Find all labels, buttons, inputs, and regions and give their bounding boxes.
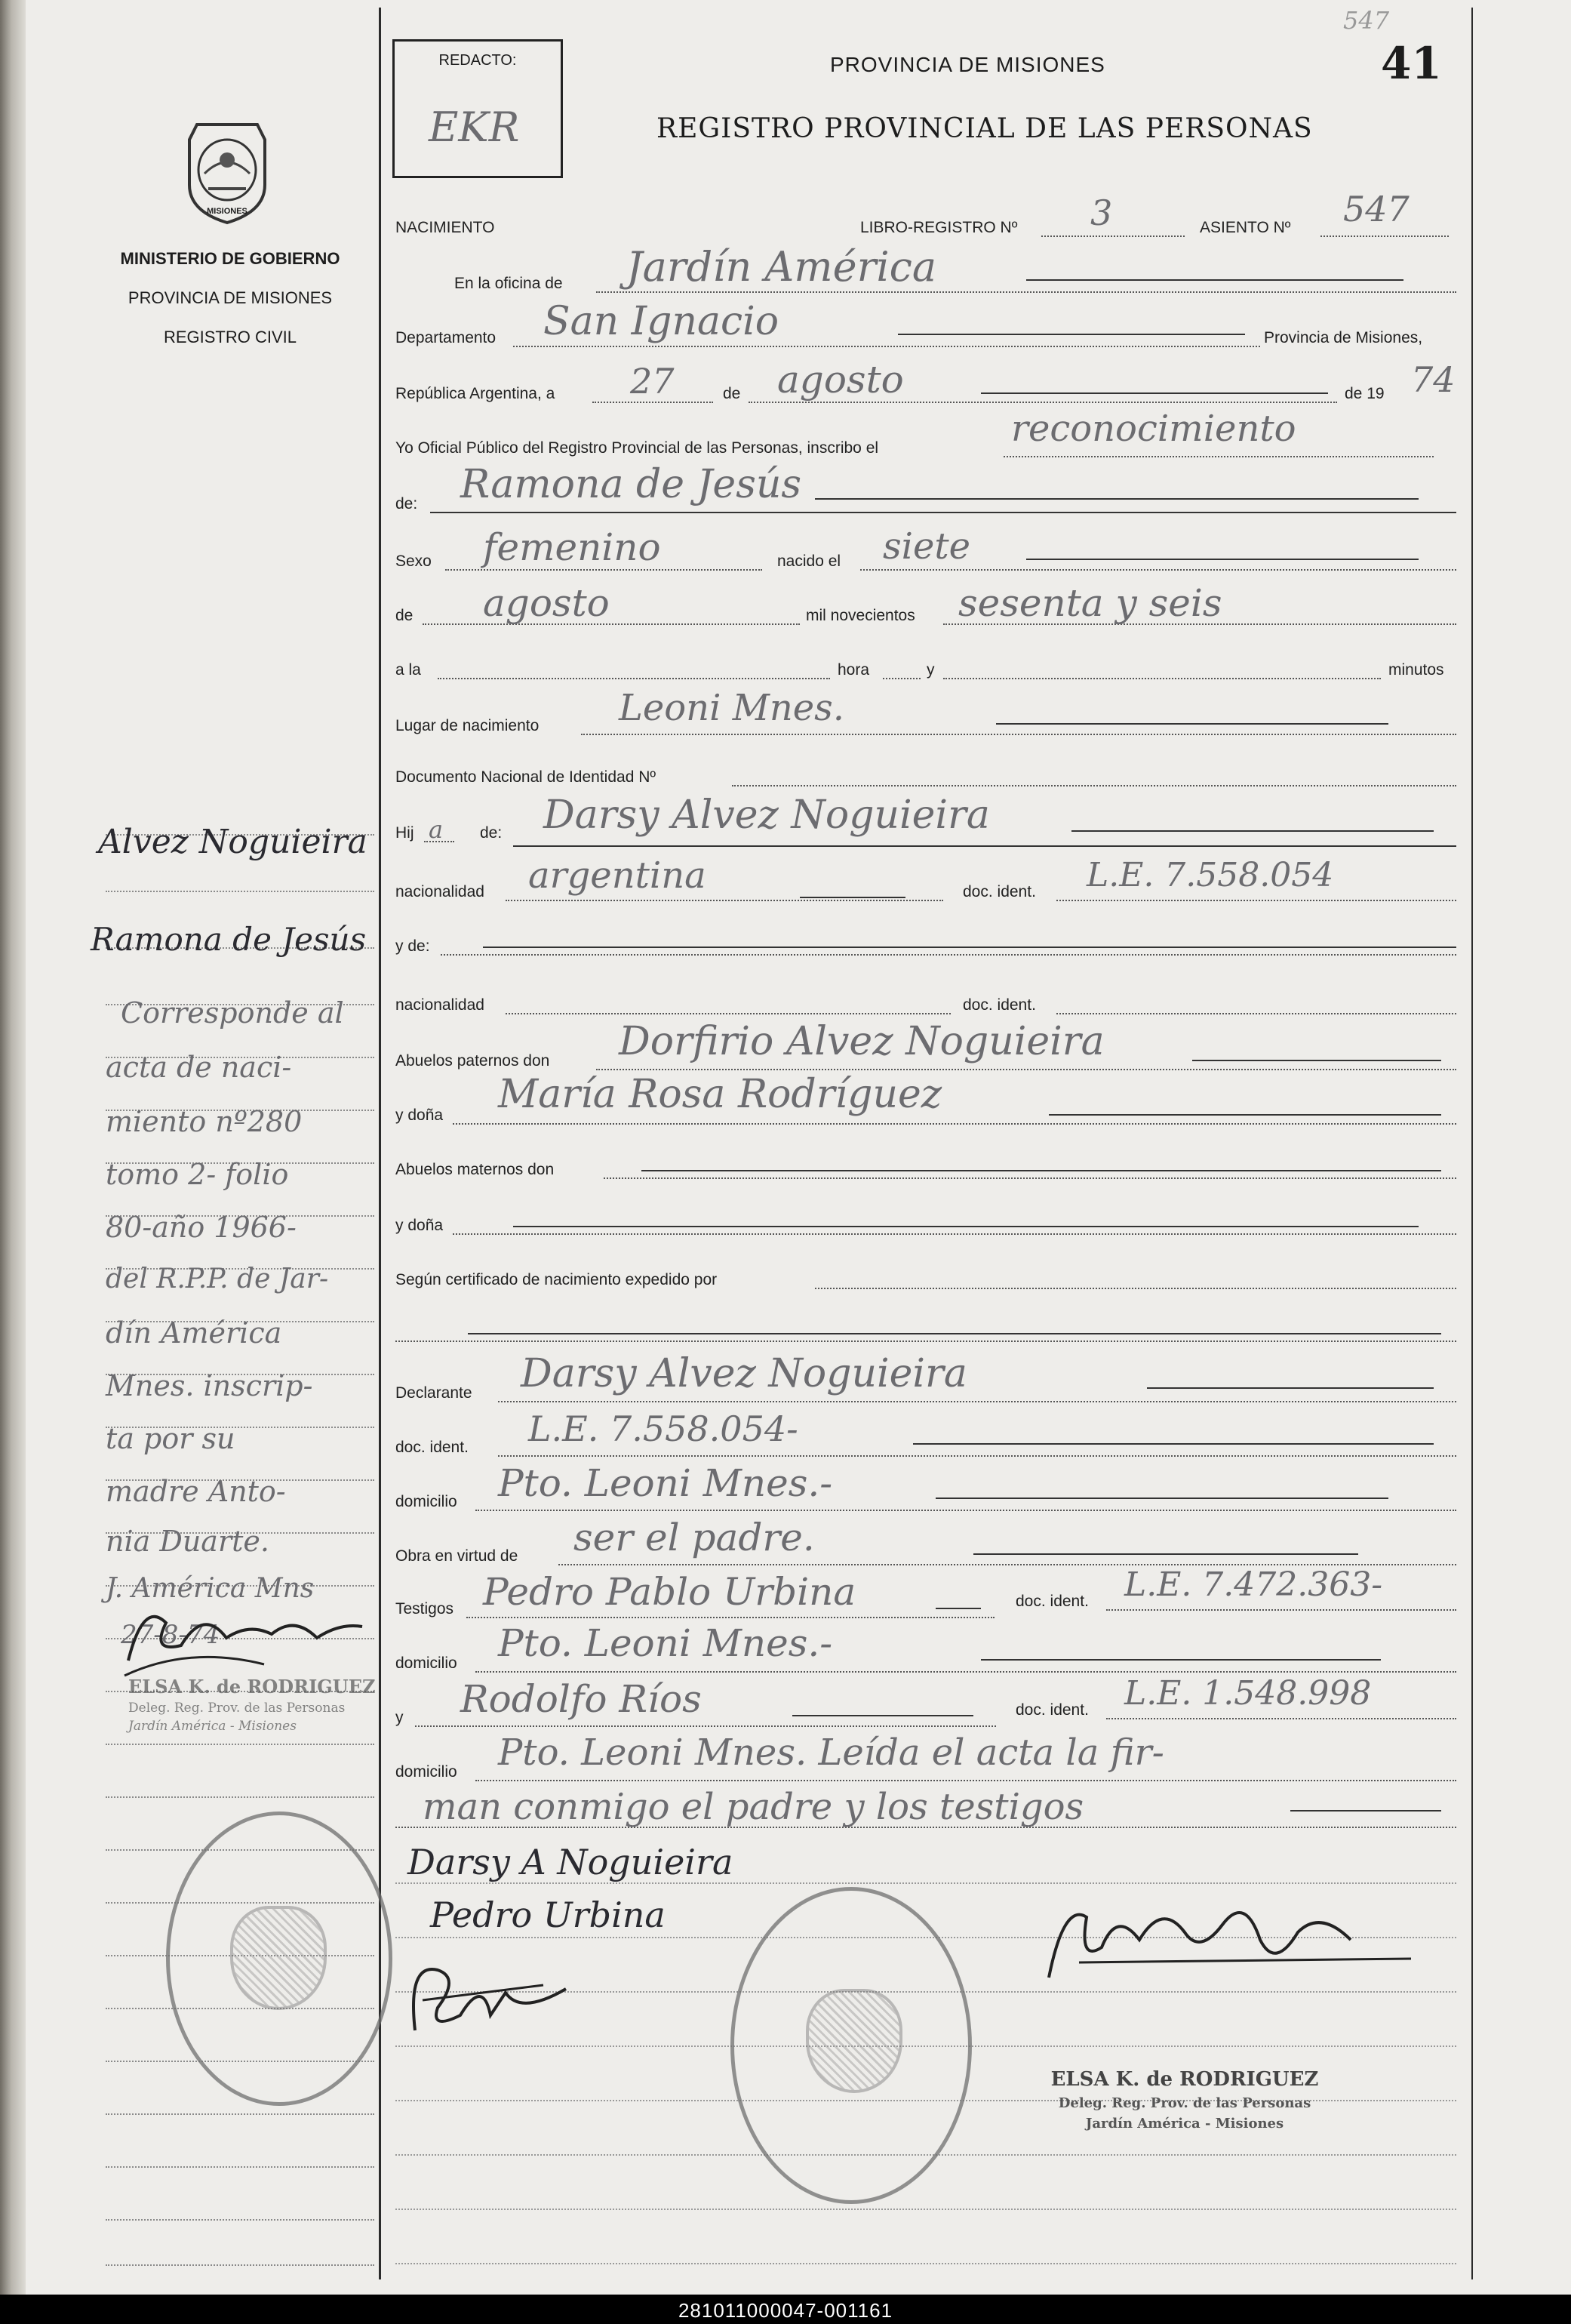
center-round-seal [730, 1887, 972, 2204]
right-border-rule [1471, 8, 1473, 2279]
margin-rubber-stamp: ELSA K. de RODRIGUEZ Deleg. Reg. Prov. de las Personas Jardín América - Misiones [128, 1676, 376, 1734]
signature-declarante: Darsy A Noguieira [407, 1842, 733, 1882]
dni-label: Documento Nacional de Identidad Nº [395, 768, 656, 786]
mes-value: agosto [777, 358, 904, 402]
domicilio2-label: domicilio [395, 1655, 457, 1672]
closing-value: man conmigo el padre y los testigos [423, 1786, 1084, 1828]
de2-label: de [395, 607, 414, 624]
sexo-label: Sexo [395, 553, 432, 570]
de-colon-label: de: [395, 495, 418, 513]
asiento-label: ASIENTO Nº [1200, 219, 1291, 236]
departamento-value: San Ignacio [543, 299, 779, 344]
docident-label: doc. ident. [963, 883, 1036, 900]
redacto-initials: EKR [429, 103, 520, 151]
nacido-label: nacido el [777, 553, 841, 570]
domicilio3-label: domicilio [395, 1763, 457, 1781]
mil-label: mil novecientos [806, 607, 915, 624]
nombre-value: Ramona de Jesús [460, 462, 802, 507]
doct1-label: doc. ident. [1016, 1593, 1089, 1610]
ministry-seal [178, 113, 276, 226]
ydona-label: y doña [395, 1107, 444, 1124]
nacido-value: siete [883, 525, 971, 568]
oficina-value: Jardín América [626, 243, 937, 291]
obra-value: ser el padre. [573, 1516, 815, 1559]
y2-label: y [395, 1709, 404, 1726]
abuelos-paternos-label: Abuelos paternos don [395, 1052, 550, 1070]
dia-value: 27 [630, 361, 675, 402]
segun-label: Según certificado de nacimiento expedido por [395, 1271, 718, 1288]
mil-value: sesenta y seis [958, 581, 1222, 625]
oficina-label: En la oficina de [454, 275, 563, 292]
margin-given-name: Ramona de Jesús [91, 921, 367, 958]
y-label: y [927, 661, 935, 679]
province-heading: PROVINCIA DE MISIONES [830, 53, 1105, 76]
registry-title: REGISTRO PROVINCIAL DE LAS PERSONAS [656, 113, 1313, 144]
hora-label: hora [838, 661, 870, 679]
domicilio3-value: Pto. Leoni Mnes. Leída el acta la fir- [498, 1731, 1164, 1774]
scan-code: 281011000047-001161 [678, 2299, 893, 2322]
libro-label: LIBRO-REGISTRO Nº [860, 219, 1018, 236]
docdecl-value: L.E. 7.558.054- [528, 1408, 798, 1449]
declarante-label: Declarante [395, 1384, 472, 1402]
domicilio1-value: Pto. Leoni Mnes.- [498, 1461, 833, 1505]
domicilio2-value: Pto. Leoni Mnes.- [498, 1621, 833, 1665]
lugar-label: Lugar de nacimiento [395, 717, 540, 734]
departamento-label: Departamento [395, 329, 497, 346]
document-page: MISIONES MINISTERIO DE GOBIERNO PROVINCIA DE MISIONES REGISTRO CIVIL Alvez Noguieira Ramona de Jesús Corresponde al acta de naci- miento nº280 tomo 2- folio 80-año 1966- del R.P.P. de Jar- dín América Mnes. inscrip- ta por su madre Anto- nia Duarte. J. América Mns 27-8-74 ELSA K. de RODRIGUEZ Deleg. Reg. Prov. de las Personas Jardín América - Misiones REDACTO: EKR PROVINCIA DE MISIONES 547 41 REGISTRO PROVINCIAL DE LAS PERSONAS NACIMIENTO LIBRO-REGISTRO Nº 3 ASIENTO Nº 547 En la oficina de Jardín América Departamento San Ignacio Provincia de Misiones, República Argentina, a 27 de agosto de 19 74 Yo Oficial Público del Registro Provincial de las Personas, inscribo el reconocimiento de: Ramona de Jesús Sexo femenino nacido el siete de agosto mil novecientos sesenta y seis a la hora y minutos Lugar de nacimiento Leoni Mnes. Documento Nacional de Identidad Nº Hij a de: Darsy Alvez Noguieira nacionalidad argentina doc. ident. L.E. 7.558.054 y de: nacionalidad doc. ident. Abuelos paternos don Dorfirio Alvez Noguieira y doña María Rosa Rodríguez Abuelos maternos don y doña Según certificado de nacimiento expedido por Declarante Darsy Alvez Noguieira doc. ident. L.E. 7.558.054- domicilio Pto. Leoni Mnes.- Obra en virtud de ser el padre. Testigos Pedro Pablo Urbina doc. ident. L.E. 7.472.363- domicilio Pto. Leoni Mnes.- y Rodolfo Ríos doc. ident. L.E. 1.548.998 domicilio Pto. Leoni Mnes. Leída el acta la fir- man conmigo el padre y los testigos Darsy A Noguieira Pedro Urbina ELSA K. de RODRIGUEZ Deleg. Reg. Prov. de las Personas Jardín América - Misiones [0, 0, 1571, 2295]
seal-caption: MISIONES [207, 207, 247, 216]
redacto-box: REDACTO: EKR [392, 39, 563, 178]
binding-shadow [0, 0, 26, 2295]
ministry-registry: REGISTRO CIVIL [163, 328, 297, 346]
de19-label: de 19 [1345, 385, 1385, 402]
ala-label: a la [395, 661, 421, 679]
provincia-label: Provincia de Misiones, [1264, 329, 1423, 346]
docident2-label: doc. ident. [963, 996, 1036, 1014]
docdecl-label: doc. ident. [395, 1439, 469, 1456]
nacionalidad2-label: nacionalidad [395, 996, 484, 1014]
hij-de-label: de: [480, 824, 503, 842]
obra-label: Obra en virtud de [395, 1547, 518, 1565]
republica-label: República Argentina, a [395, 385, 555, 402]
margin-round-seal [166, 1811, 392, 2106]
asiento-value: 547 [1343, 189, 1410, 229]
scan-footer [0, 2295, 1571, 2324]
signature-witness: Pedro Urbina [430, 1895, 666, 1935]
yde-label: y de: [395, 937, 430, 955]
margin-surname: Alvez Noguieira [98, 823, 367, 861]
hij-label: Hij [395, 824, 414, 842]
oficial-value: reconocimiento [1011, 408, 1296, 450]
ministry-title: MINISTERIO DE GOBIERNO [120, 249, 340, 268]
abuelos-paternos-value: Dorfirio Alvez Noguieira [619, 1019, 1105, 1064]
official-signature [1034, 1887, 1426, 2012]
abuelos-maternos-label: Abuelos maternos don [395, 1161, 555, 1178]
ydona-value: María Rosa Rodríguez [498, 1072, 942, 1117]
oficial-label: Yo Oficial Público del Registro Provincial de las Personas, inscribo el [395, 439, 879, 457]
lugar-value: Leoni Mnes. [619, 687, 845, 729]
minutos-label: minutos [1388, 661, 1444, 679]
doct2-value: L.E. 1.548.998 [1124, 1674, 1372, 1713]
testigo1-value: Pedro Pablo Urbina [483, 1570, 856, 1614]
declarante-value: Darsy Alvez Noguieira [521, 1351, 967, 1396]
padre-value: Darsy Alvez Noguieira [543, 793, 990, 838]
docident-value: L.E. 7.558.054 [1087, 856, 1334, 894]
testigos-label: Testigos [395, 1600, 454, 1618]
folio-pencil: 547 [1343, 6, 1390, 35]
nacionalidad-value: argentina [528, 854, 706, 897]
doct1-value: L.E. 7.472.363- [1124, 1565, 1383, 1604]
testigo2-value: Rodolfo Ríos [460, 1677, 702, 1721]
ydona2-label: y doña [395, 1217, 444, 1234]
de-label: de [723, 385, 741, 402]
domicilio1-label: domicilio [395, 1493, 457, 1510]
signature-witness2 [392, 1947, 589, 2049]
libro-value: 3 [1090, 192, 1113, 233]
nacionalidad-label: nacionalidad [395, 883, 484, 900]
mes2-value: agosto [483, 581, 610, 625]
anio-value: 74 [1411, 359, 1456, 400]
folio-number: 41 [1381, 38, 1442, 89]
sexo-value: femenino [483, 525, 661, 569]
ministry-province: PROVINCIA DE MISIONES [128, 288, 333, 307]
hij-suffix: a [429, 815, 444, 844]
doct2-label: doc. ident. [1016, 1701, 1089, 1719]
nacimiento-label: NACIMIENTO [395, 219, 495, 236]
official-stamp: ELSA K. de RODRIGUEZ Deleg. Reg. Prov. de las Personas Jardín América - Misiones [1050, 2068, 1319, 2132]
